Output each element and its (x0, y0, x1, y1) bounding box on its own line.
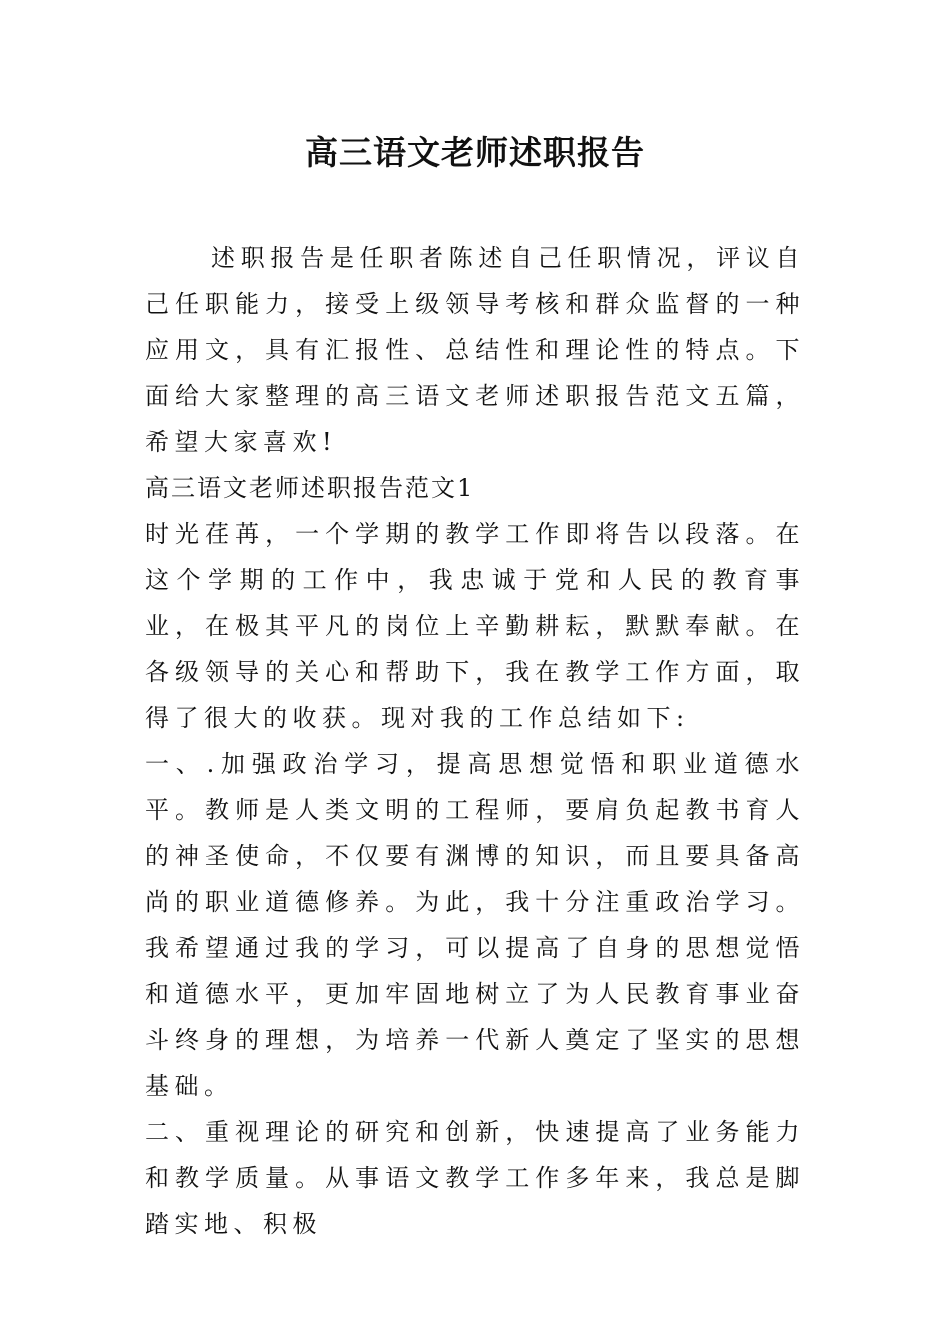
document-body (145, 235, 805, 1247)
body-paragraph-3: 二、重视理论的研究和创新，快速提高了业务能力和教学质量。从事语文教学工作多年来，我总是脚踏实地、积极 (145, 1118, 805, 1238)
section-heading: 高三语文老师述职报告范文1 (145, 474, 475, 502)
body-paragraph-2: 一、.加强政治学习，提高思想觉悟和职业道德水平。教师是人类文明的工程师，要肩负起教书育人的神圣使命，不仅要有渊博的知识，而且要具备高尚的职业道德修养。为此，我十分注重政治学习。我希望通过我的学习，可以提高了自身的思想觉悟和道德水平，更加牢固地树立了为人民教育事业奋斗终身的理想，为培养一代新人奠定了坚实的思想基础。 (145, 750, 805, 1100)
document-title: 高三语文老师述职报告 (305, 133, 645, 172)
intro-paragraph: 述职报告是任职者陈述自己任职情况，评议自己任职能力，接受上级领导考核和群众监督的一种应用文，具有汇报性、总结性和理论性的特点。下面给大家整理的高三语文老师述职报告范文五篇，希望大家喜欢! (145, 244, 805, 456)
body-paragraph-1: 时光荏苒，一个学期的教学工作即将告以段落。在这个学期的工作中，我忠诚于党和人民的教育事业，在极其平凡的岗位上辛勤耕耘，默默奉献。在各级领导的关心和帮助下，我在教学工作方面，取得了很大的收获。现对我的工作总结如下: (145, 520, 805, 732)
